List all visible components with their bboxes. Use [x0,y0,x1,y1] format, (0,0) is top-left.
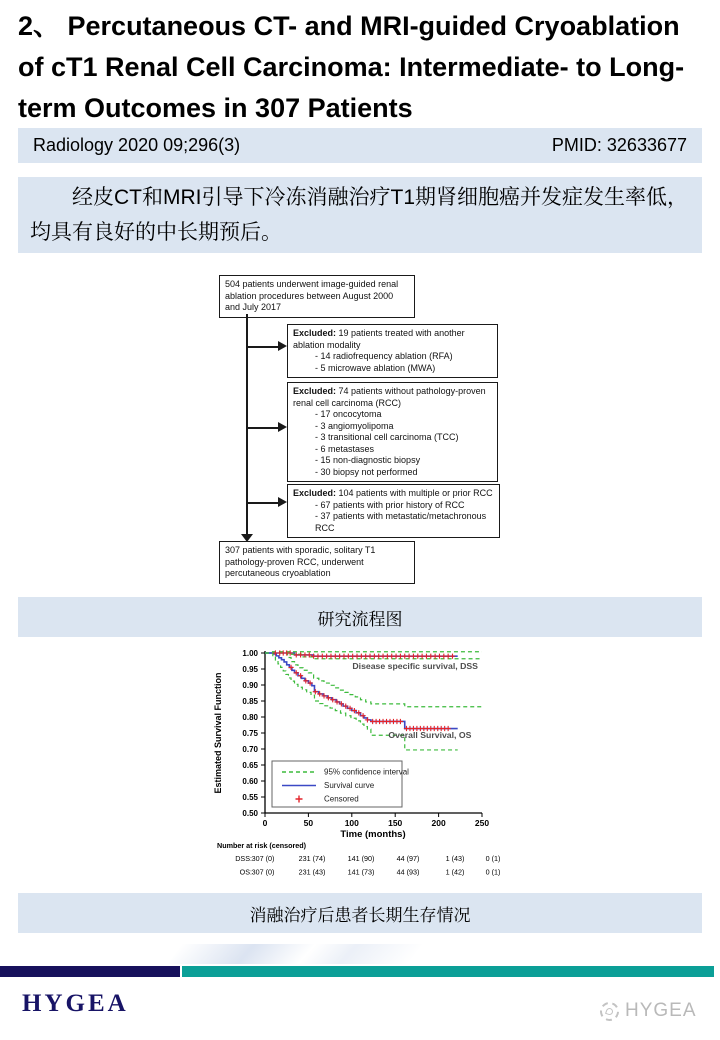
svg-text:Survival curve: Survival curve [324,781,375,791]
flow-box-final-cohort [219,541,415,584]
flow-list-item: - 17 oncocytoma [293,409,492,421]
svg-text:Time (months): Time (months) [340,829,406,840]
survival-chart [212,641,512,881]
excluded-text: 74 patients without pathology-proven renal cell carcinoma (RCC) [293,386,486,408]
footer-swoosh-decoration [168,944,422,964]
flow-list-item: - 3 angiomyolipoma [293,421,492,433]
svg-text:1 (42): 1 (42) [445,867,465,877]
svg-text:0.75: 0.75 [242,728,258,738]
journal-band [18,128,702,163]
journal-citation: Radiology 2020 09;296(3) [33,135,241,155]
footer-bar-navy [0,966,180,977]
svg-text:44 (97): 44 (97) [396,854,420,863]
excluded-label: Excluded: [293,386,337,396]
svg-text:0 (1): 0 (1) [485,854,501,863]
svg-text:0.80: 0.80 [242,712,258,722]
svg-text:0.55: 0.55 [242,792,258,802]
flowchart-caption-band [18,597,702,637]
excluded-text: 104 patients with multiple or prior RCC [336,488,493,498]
svg-text:1 (43): 1 (43) [445,854,465,863]
flow-box-enrolled-text: 504 patients underwent image-guided renal ablation procedures between August 2000 and July 2017 [225,279,399,312]
flow-list-item: - 67 patients with prior history of RCC [293,500,494,512]
flow-list-item: - 30 biopsy not performed [293,467,492,479]
svg-text:150: 150 [388,818,403,828]
flow-list-item: - 37 patients with metastatic/metachronous RCC [293,511,494,534]
svg-text:95% confidence interval: 95% confidence interval [324,767,409,777]
svg-text:0.85: 0.85 [242,696,258,706]
hygea-watermark-text: HYGEA [625,1000,697,1021]
flow-list-item: - 3 transitional cell carcinoma (TCC) [293,432,492,444]
flow-connector-3 [247,502,278,504]
survival-caption: 消融治疗后患者长期生存情况 [249,905,471,925]
svg-text:1.00: 1.00 [242,648,258,658]
survival-caption-band [18,893,702,933]
svg-text:50: 50 [303,818,314,828]
hygea-watermark [600,1000,697,1022]
svg-text:0 (1): 0 (1) [485,867,501,877]
svg-text:44 (93): 44 (93) [396,867,420,877]
flow-connector-2 [247,427,278,429]
svg-text:0: 0 [262,818,268,828]
svg-text:Estimated Survival Function: Estimated Survival Function [213,672,223,794]
svg-text:0.70: 0.70 [242,744,258,754]
pmid-label: PMID: 32633677 [551,135,687,155]
svg-text:0.60: 0.60 [242,776,258,786]
flow-box-excluded-modality [287,324,498,378]
flow-arrowhead-right-icon [278,341,287,351]
svg-text:100: 100 [344,818,359,828]
hygea-watermark-icon [597,999,621,1023]
summary-band [18,177,702,253]
flow-box-enrolled [219,275,415,318]
flow-box-excluded-prior-rcc [287,484,500,538]
footer-bar-teal [182,966,714,977]
svg-text:200: 200 [431,818,446,828]
svg-text:141 (73): 141 (73) [347,867,375,877]
svg-text:0.50: 0.50 [242,808,258,818]
excluded-items [293,409,492,478]
svg-text:141 (90): 141 (90) [347,854,375,863]
svg-text:250: 250 [474,818,490,828]
svg-text:DSS:: DSS: [235,854,252,863]
svg-text:Overall Survival, OS: Overall Survival, OS [388,730,472,741]
excluded-items [293,351,492,374]
excluded-label: Excluded: [293,328,337,338]
summary-text: 经皮CT和MRI引导下冷冻消融治疗T1期肾细胞癌并发症发生率低，均具有良好的中长期预后。 [30,186,688,244]
svg-text:307 (0): 307 (0) [251,867,275,877]
flow-list-item: - 15 non-diagnostic biopsy [293,455,492,467]
svg-text:Disease specific survival, DSS: Disease specific survival, DSS [352,661,478,671]
excluded-label: Excluded: [293,488,337,498]
svg-text:231 (74): 231 (74) [298,854,326,863]
excluded-text: 19 patients treated with another ablation modality [293,328,465,350]
flow-arrowhead-right-icon [278,497,287,507]
svg-text:Censored: Censored [324,794,359,804]
svg-text:0.90: 0.90 [242,680,258,690]
svg-text:0.65: 0.65 [242,760,258,770]
excluded-items [293,500,494,535]
flow-list-item: - 6 metastases [293,444,492,456]
flowchart-caption: 研究流程图 [317,609,403,629]
svg-text:Number at risk (censored): Number at risk (censored) [217,841,307,850]
flow-box-excluded-pathology [287,382,498,482]
flow-connector-1 [247,346,278,348]
svg-text:0.95: 0.95 [242,664,258,674]
svg-text:307 (0): 307 (0) [251,854,275,863]
page-title: 2、 Percutaneous CT- and MRI-guided Cryoablation of cT1 Renal Cell Carcinoma: Intermediate- to Long-term Outcomes in 307 Patients [18,11,685,123]
flow-list-item: - 5 microwave ablation (MWA) [293,363,492,375]
svg-text:231 (43): 231 (43) [298,867,326,877]
flow-list-item: - 14 radiofrequency ablation (RFA) [293,351,492,363]
flow-arrowhead-right-icon [278,422,287,432]
hygea-logo: HYGEA [22,990,129,1017]
svg-text:OS:: OS: [239,867,252,877]
flow-box-final-text: 307 patients with sporadic, solitary T1 pathology-proven RCC, underwent percutaneous cryoablation [225,545,376,578]
